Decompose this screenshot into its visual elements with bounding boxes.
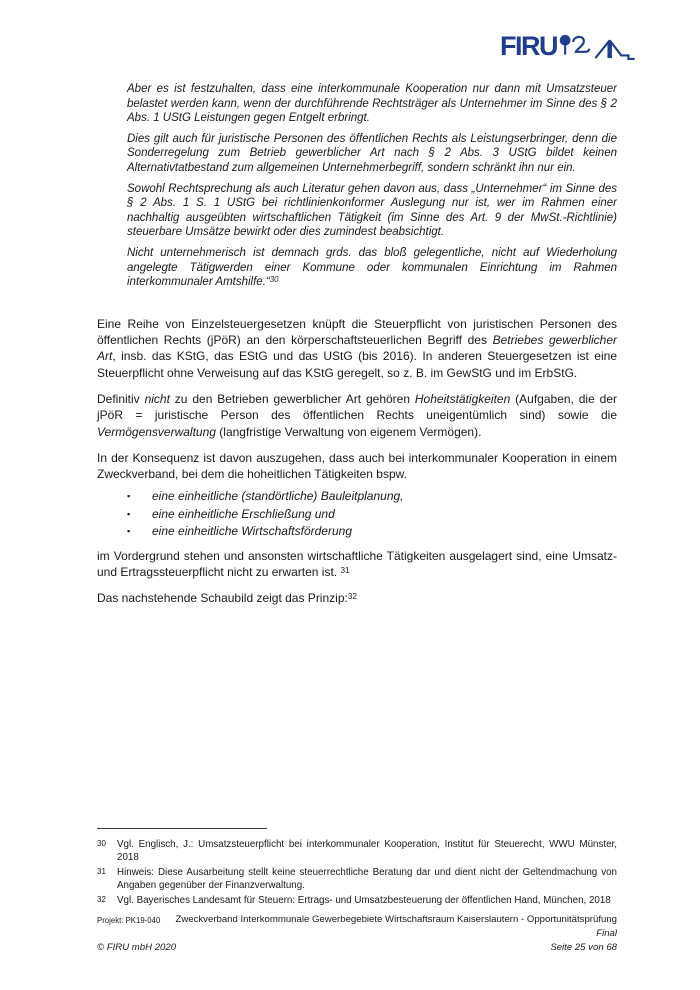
quote-paragraph-1: Aber es ist festzuhalten, dass eine interkommunale Kooperation nur dann mit Umsatzsteuer belastet werden kann, wenn der durchführende Rechtsträger als Unternehmer im Sinne des § 2 Abs. 1 UStG Leistungen gegen Entgelt erbringt. [127, 83, 617, 125]
footnote-number: 30 [97, 839, 106, 848]
firu-logo-icon [558, 30, 640, 63]
footnote-item [97, 866, 617, 892]
footer-project-number: Projekt: PK19-040 [97, 916, 161, 925]
bullet-item: ▪ eine einheitliche (standörtliche) Bauleitplanung, [152, 488, 617, 506]
quote-paragraph-3: Sowohl Rechtsprechung als auch Literatur gehen davon aus, dass „Unternehmer“ im Sinne des § 2 Abs. 1 S. 1 UStG bei richtlinienkonformer Auslegung nur ist, wer im Rahmen einer nachhaltig ausgeübten wirtschaftlichen Tätigkeit (im Sinne des Art. 9 der MwSt.-Richtlinie) steuerbare Umsätze bewirkt oder dies zumindest beabsichtigt. [127, 182, 617, 239]
body-paragraph-3: In der Konsequenz ist davon auszugehen, dass auch bei interkommunaler Kooperation in einem Zweckverband, bei dem die hoheitlichen Tätigkeiten bspw. [97, 450, 617, 482]
footnote-text: Hinweis: Diese Ausarbeitung stellt keine steuerrechtliche Beratung dar und dient nicht der Geltendmachung von Angaben gegenüber der Finanzverwaltung. [117, 867, 617, 891]
quote-paragraph-2: Dies gilt auch für juristische Personen des öffentlichen Rechts als Leistungserbringer, denn die Sonderregelung zum Betrieb gewerblicher Art nach § 2 Abs. 3 UStG bildet keinen Alternativtatbestand zum allgemeinen Unternehmerbegriff, sondern schränkt ihn nur ein. [127, 132, 617, 174]
body-paragraph-1: Eine Reihe von Einzelsteuergesetzen knüpft die Steuerpflicht von juristischen Personen des öffentlichen Rechts (jPöR) an den körperschaftsteuerlichen Begriff des Betriebes gewerblicher Art, insb. das KStG, das EStG und das UStG (bis 2016). In anderen Steuergesetzen ist eine Steuerpflicht ohne Verweisung auf das KStG geregelt, so z. B. im GewStG und im ErbStG. [97, 316, 618, 380]
footer-copyright: © FIRU mbH 2020 [97, 941, 177, 953]
footnote-separator [97, 828, 267, 829]
body-paragraph-5: Das nachstehende Schaubild zeigt das Prinzip:$^{32}$ [97, 591, 357, 606]
bullet-item: ▪ eine einheitliche Wirtschaftsförderung [152, 523, 617, 541]
footnote-number: 32 [97, 895, 106, 904]
footer-status: Final [596, 928, 617, 939]
bullet-list [97, 488, 617, 541]
firu-wordmark: FIRU [500, 31, 557, 61]
footnote-section [97, 828, 617, 909]
footnote-item [97, 894, 617, 907]
footnote-text: Vgl. Englisch, J.: Umsatzsteuerpflicht bei interkommunaler Kooperation, Institut für Steuerecht, WWU Münster, 2018 [117, 839, 617, 863]
footer-page-number: Seite 25 von 68 [550, 941, 617, 953]
footnote-text: Vgl. Bayerisches Landesamt für Steuern: Ertrags- und Umsatzbesteuerung der öffentlichen Hand, München, 2018 [117, 895, 611, 906]
page-content [97, 82, 617, 607]
quote-paragraph-4: Nicht unternehmerisch ist demnach grds. das bloß gelegentliche, nicht auf Wiederholung angelegte Tätigwerden einer Kommune oder kommunalen Einrichtung im Rahmen interkommunaler Amtshilfe.“$^{30}$ [127, 246, 617, 289]
firu-logo [500, 30, 640, 63]
body-paragraph-2: Definitiv nicht zu den Betrieben gewerblicher Art gehören Hoheitstätigkeiten (Aufgaben, die der jPöR = juristische Person des öffentlichen Rechts uneigentümlich sind) sowie die Vermögensverwaltung (langfristige Verwaltung von eigenem Vermögen). [97, 391, 617, 439]
bullet-item: ▪ eine einheitliche Erschließung und [152, 506, 617, 524]
footnote-number: 31 [97, 867, 106, 876]
footer-document-title: Zweckverband Interkommunale Gewerbegebiete Wirtschaftsraum Kaiserslautern - Opportunitätsprüfung [175, 914, 617, 925]
body-paragraph-4: im Vordergrund stehen und ansonsten wirtschaftliche Tätigkeiten ausgelagert sind, eine Umsatz- und Ertragssteuerpflicht nicht zu erwarten ist. $^{31}$ [97, 548, 617, 580]
footnote-item [97, 838, 617, 864]
page-footer [97, 913, 617, 954]
